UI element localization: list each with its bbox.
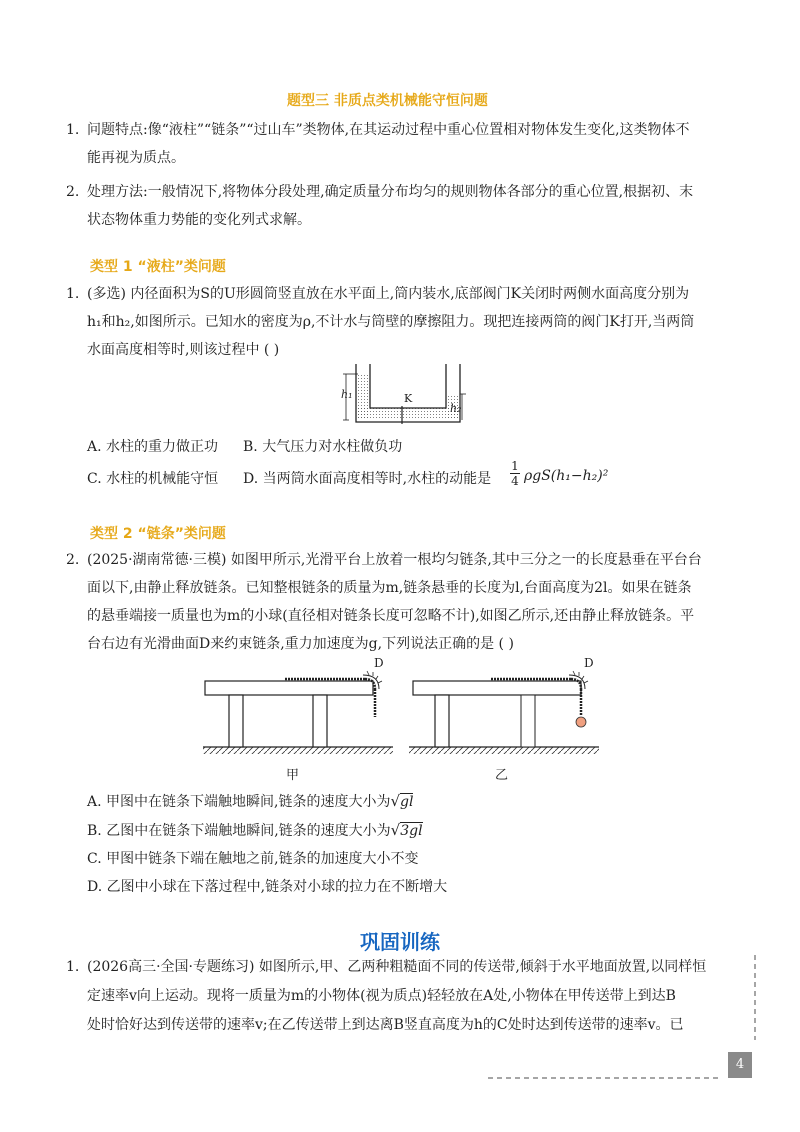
type1-line1: (多选) 内径面积为S的U形圆筒竖直放在水平面上,筒内装水,底部阀门K关闭时两侧水面高度分别为 <box>87 286 690 302</box>
fraction-denominator: 4 <box>511 474 519 488</box>
chain-figure <box>195 655 605 760</box>
type2-heading: 类型 2 “链条”类问题 <box>90 526 226 542</box>
training-line1: (2026高三·全国·专题练习) 如图所示,甲、乙两种粗糙面不同的传送带,倾斜于水平地面放置,以同样恒 <box>87 959 707 975</box>
type1-choice-a: A. 水柱的重力做正功 <box>87 439 219 455</box>
type2-question-num: 2. <box>66 552 80 568</box>
type1-choice-d-prefix: D. 当两筒水面高度相等时,水柱的动能是 <box>243 471 492 487</box>
type1-choice-c: C. 水柱的机械能守恒 <box>87 471 219 487</box>
type2-choice-b-root: 3gl <box>400 823 423 839</box>
type2-line2: 面以下,由静止释放链条。已知整根链条的质量为m,链条悬垂的长度为l,台面高度为2l。如果在链条 <box>87 580 692 596</box>
type2-line4: 台右边有光滑曲面D来约束链条,重力加速度为g,下列说法正确的是 ( ) <box>87 636 514 652</box>
ball <box>576 717 586 727</box>
type2-line1: (2025·湖南常德·三模) 如图甲所示,光滑平台上放着一根均匀链条,其中三分之一的长度悬垂在平台台 <box>87 552 702 568</box>
type1-heading: 类型 1 “液柱”类问题 <box>90 259 226 275</box>
type2-choice-b: B. 乙图中在链条下端触地瞬间,链条的速度大小为√3gl <box>87 821 423 839</box>
type1-choice-d-fraction <box>510 459 520 488</box>
type2-choice-b-text: B. 乙图中在链条下端触地瞬间,链条的速度大小为 <box>87 823 391 839</box>
figure-left <box>203 671 393 754</box>
chain-left-d-label: D <box>374 656 384 670</box>
type2-choice-c: C. 甲图中链条下端在触地之前,链条的加速度大小不变 <box>87 851 419 867</box>
intro-item1-line1: 问题特点:像“液柱”“链条”“过山车”类物体,在其运动过程中重心位置相对物体发生变化,这类物体不 <box>87 122 690 138</box>
training-line3: 处时恰好达到传送带的速率v;在乙传送带上到达离B竖直高度为h的C处时达到传送带的速率v。已 <box>87 1017 684 1033</box>
u-tube-figure <box>336 362 466 424</box>
intro-item1-line2: 能再视为质点。 <box>87 150 185 166</box>
type2-choice-d: D. 乙图中小球在下落过程中,链条对小球的拉力在不断增大 <box>87 879 448 895</box>
u-tube-valve-label: K <box>404 392 413 405</box>
u-tube-h1-label: h₁ <box>341 388 353 401</box>
training-question-num: 1. <box>66 959 80 975</box>
fraction-numerator: 1 <box>511 459 519 473</box>
intro-item2-num: 2. <box>66 184 80 200</box>
page-border-decoration <box>480 950 770 1090</box>
chain-left-caption: 甲 <box>286 768 300 783</box>
type2-choice-a: A. 甲图中在链条下端触地瞬间,链条的速度大小为√gl <box>87 792 414 810</box>
type2-line3: 的悬垂端接一质量也为m的小球(直径相对链条长度可忽略不计),如图乙所示,还由静止释放链条。平 <box>87 608 695 624</box>
type2-choice-a-root: gl <box>400 794 414 810</box>
chain-right-d-label: D <box>584 656 594 670</box>
type1-choice-b: B. 大气压力对水柱做负功 <box>243 439 403 455</box>
training-line2: 定速率v向上运动。现将一质量为m的小物体(视为质点)轻轻放在A处,小物体在甲传送带上到达B <box>87 988 676 1004</box>
page-number: 4 <box>728 1052 752 1078</box>
type1-question-num: 1. <box>66 286 80 302</box>
type1-choice-d-expression: ρgS(h₁−h₂)² <box>524 468 609 484</box>
training-heading: 巩固训练 <box>360 930 440 954</box>
intro-item2-line2: 状态物体重力势能的变化列式求解。 <box>87 212 311 228</box>
chain-right-caption: 乙 <box>495 768 509 783</box>
intro-item1-num: 1. <box>66 122 80 138</box>
section-title: 题型三 非质点类机械能守恒问题 <box>287 93 488 109</box>
intro-item2-line1: 处理方法:一般情况下,将物体分段处理,确定质量分布均匀的规则物体各部分的重心位置,根据初、末 <box>87 184 694 200</box>
u-tube-h2-label: h₂ <box>450 402 462 415</box>
type1-line3: 水面高度相等时,则该过程中 ( ) <box>87 342 280 358</box>
figure-right <box>409 671 599 754</box>
type2-choice-a-text: A. 甲图中在链条下端触地瞬间,链条的速度大小为 <box>87 794 391 810</box>
type1-line2: h₁和h₂,如图所示。已知水的密度为ρ,不计水与筒壁的摩擦阻力。现把连接两筒的阀门K打开,当两筒 <box>87 314 695 330</box>
